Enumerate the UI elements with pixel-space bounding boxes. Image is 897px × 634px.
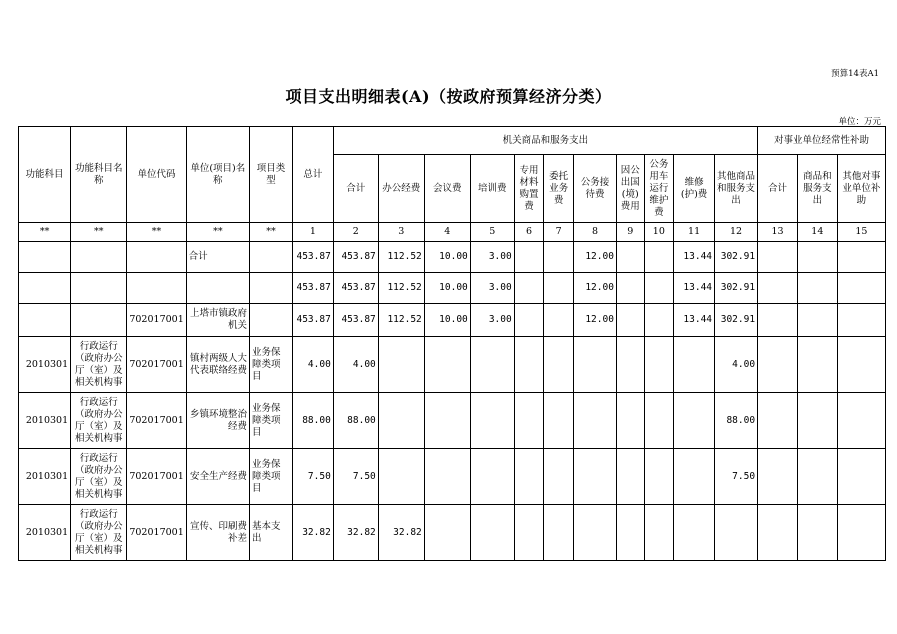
header-total: 总计 <box>292 127 333 223</box>
amount-cell <box>514 242 544 273</box>
amount-cell <box>758 449 798 505</box>
amount-cell <box>378 393 424 449</box>
amount-cell <box>797 505 837 561</box>
amount-cell <box>544 505 574 561</box>
column-index-row <box>19 223 886 242</box>
header-meeting-expense: 会议费 <box>424 155 470 223</box>
amount-cell <box>424 337 470 393</box>
unit-project-cell: 镇村两级人大代表联络经费 <box>186 337 249 393</box>
amount-cell <box>574 337 617 393</box>
unit-project-cell <box>186 273 249 304</box>
amount-cell <box>644 242 674 273</box>
amount-cell <box>674 337 715 393</box>
page-title: 项目支出明细表(A)（按政府预算经济分类） <box>285 87 612 106</box>
amount-cell: 453.87 <box>333 273 378 304</box>
project-type-cell: 业务保障类项目 <box>250 393 293 449</box>
index-cell: ** <box>127 223 186 242</box>
header-subsidy-other: 其他对事业单位补助 <box>837 155 885 223</box>
amount-cell <box>544 273 574 304</box>
func-name-cell <box>71 304 127 337</box>
index-cell: 12 <box>715 223 758 242</box>
amount-cell <box>424 505 470 561</box>
amount-cell <box>644 304 674 337</box>
amount-cell <box>470 505 514 561</box>
func-name-cell <box>71 242 127 273</box>
table-row <box>19 505 886 561</box>
unit-code-cell: 702017001 <box>127 449 186 505</box>
amount-cell: 3.00 <box>470 273 514 304</box>
amount-cell <box>644 273 674 304</box>
amount-cell: 88.00 <box>333 393 378 449</box>
header-subsidy-goods: 商品和服务支出 <box>797 155 837 223</box>
header-project-type: 项目类型 <box>250 127 293 223</box>
unit-code-cell <box>127 273 186 304</box>
amount-cell: 453.87 <box>333 304 378 337</box>
unit-code-cell <box>127 242 186 273</box>
amount-cell <box>616 242 644 273</box>
amount-cell <box>514 393 544 449</box>
amount-cell <box>514 337 544 393</box>
amount-cell <box>837 505 885 561</box>
amount-cell <box>378 449 424 505</box>
func-name-cell <box>71 273 127 304</box>
amount-cell <box>797 242 837 273</box>
project-type-cell: 基本支出 <box>250 505 293 561</box>
func-code-cell: 2010301 <box>19 337 71 393</box>
index-cell: 10 <box>644 223 674 242</box>
header-maintenance-fee: 维修(护)费 <box>674 155 715 223</box>
amount-cell: 112.52 <box>378 242 424 273</box>
amount-cell <box>797 449 837 505</box>
table-row <box>19 242 886 273</box>
func-code-cell: 2010301 <box>19 449 71 505</box>
header-group-subsidy: 对事业单位经常性补助 <box>758 127 886 155</box>
unit-code-cell: 702017001 <box>127 505 186 561</box>
header-goods-total: 合计 <box>333 155 378 223</box>
amount-cell: 3.00 <box>470 304 514 337</box>
amount-cell <box>514 449 544 505</box>
unit-label: 单位：万元 <box>838 117 881 127</box>
project-type-cell <box>250 304 293 337</box>
unit-code-cell: 702017001 <box>127 393 186 449</box>
amount-cell <box>544 393 574 449</box>
func-code-cell: 2010301 <box>19 505 71 561</box>
amount-cell <box>616 273 644 304</box>
amount-cell <box>715 505 758 561</box>
unit-project-cell: 合计 <box>186 242 249 273</box>
amount-cell: 453.87 <box>292 304 333 337</box>
table-row <box>19 273 886 304</box>
amount-cell <box>674 505 715 561</box>
table-row <box>19 449 886 505</box>
amount-cell <box>514 505 544 561</box>
amount-cell: 7.50 <box>715 449 758 505</box>
header-vehicle-fee: 公务用车运行维护费 <box>644 155 674 223</box>
index-cell: ** <box>19 223 71 242</box>
index-cell: 5 <box>470 223 514 242</box>
project-type-cell: 业务保障类项目 <box>250 449 293 505</box>
header-unit-code: 单位代码 <box>127 127 186 223</box>
index-cell: 1 <box>292 223 333 242</box>
amount-cell <box>544 242 574 273</box>
amount-cell <box>758 242 798 273</box>
amount-cell <box>797 337 837 393</box>
header-func-code: 功能科目 <box>19 127 71 223</box>
amount-cell <box>797 273 837 304</box>
func-code-cell <box>19 273 71 304</box>
header-other-goods: 其他商品和服务支出 <box>715 155 758 223</box>
index-cell: 11 <box>674 223 715 242</box>
amount-cell <box>758 337 798 393</box>
amount-cell: 10.00 <box>424 273 470 304</box>
index-cell: ** <box>71 223 127 242</box>
amount-cell: 302.91 <box>715 273 758 304</box>
amount-cell <box>837 337 885 393</box>
amount-cell <box>644 505 674 561</box>
header-overseas-fee: 因公出国(境)费用 <box>616 155 644 223</box>
amount-cell <box>574 505 617 561</box>
amount-cell <box>674 449 715 505</box>
amount-cell <box>514 304 544 337</box>
amount-cell <box>544 449 574 505</box>
amount-cell: 302.91 <box>715 242 758 273</box>
func-name-cell: 行政运行（政府办公厅（室）及相关机构事 <box>71 505 127 561</box>
amount-cell <box>837 273 885 304</box>
header-special-material: 专用材料购置费 <box>514 155 544 223</box>
index-cell: 6 <box>514 223 544 242</box>
amount-cell <box>574 449 617 505</box>
amount-cell <box>514 273 544 304</box>
amount-cell <box>378 337 424 393</box>
amount-cell: 13.44 <box>674 304 715 337</box>
amount-cell: 7.50 <box>333 449 378 505</box>
amount-cell: 7.50 <box>292 449 333 505</box>
amount-cell: 302.91 <box>715 304 758 337</box>
header-func-name: 功能科目名称 <box>71 127 127 223</box>
index-cell: 9 <box>616 223 644 242</box>
header-reception-fee: 公务接待费 <box>574 155 617 223</box>
amount-cell <box>797 393 837 449</box>
amount-cell <box>616 449 644 505</box>
index-cell: 2 <box>333 223 378 242</box>
header-subsidy-total: 合计 <box>758 155 798 223</box>
project-type-cell <box>250 273 293 304</box>
form-code: 预算14表A1 <box>831 69 879 79</box>
header-row-1 <box>19 127 886 155</box>
amount-cell <box>644 337 674 393</box>
amount-cell: 13.44 <box>674 242 715 273</box>
project-type-cell: 业务保障类项目 <box>250 337 293 393</box>
amount-cell: 12.00 <box>574 242 617 273</box>
amount-cell: 10.00 <box>424 242 470 273</box>
amount-cell <box>470 449 514 505</box>
amount-cell: 4.00 <box>715 337 758 393</box>
amount-cell <box>424 449 470 505</box>
expenditure-table <box>18 126 886 561</box>
amount-cell <box>644 393 674 449</box>
amount-cell: 453.87 <box>333 242 378 273</box>
amount-cell <box>616 393 644 449</box>
unit-code-cell: 702017001 <box>127 337 186 393</box>
amount-cell: 453.87 <box>292 242 333 273</box>
amount-cell: 88.00 <box>292 393 333 449</box>
header-office-expense: 办公经费 <box>378 155 424 223</box>
amount-cell <box>544 304 574 337</box>
amount-cell <box>470 393 514 449</box>
amount-cell <box>837 242 885 273</box>
project-type-cell <box>250 242 293 273</box>
amount-cell: 88.00 <box>715 393 758 449</box>
index-cell: ** <box>250 223 293 242</box>
header-group-goods: 机关商品和服务支出 <box>333 127 757 155</box>
amount-cell <box>797 304 837 337</box>
index-cell: 7 <box>544 223 574 242</box>
amount-cell <box>470 337 514 393</box>
amount-cell: 112.52 <box>378 273 424 304</box>
func-name-cell: 行政运行（政府办公厅（室）及相关机构事 <box>71 337 127 393</box>
header-unit-project: 单位(项目)名称 <box>186 127 249 223</box>
amount-cell: 4.00 <box>333 337 378 393</box>
amount-cell <box>544 337 574 393</box>
unit-project-cell: 乡镇环境整治经费 <box>186 393 249 449</box>
index-cell: 13 <box>758 223 798 242</box>
amount-cell: 12.00 <box>574 273 617 304</box>
func-code-cell <box>19 304 71 337</box>
index-cell: 4 <box>424 223 470 242</box>
amount-cell: 32.82 <box>292 505 333 561</box>
amount-cell <box>837 304 885 337</box>
amount-cell <box>758 304 798 337</box>
unit-code-cell: 702017001 <box>127 304 186 337</box>
table-row <box>19 337 886 393</box>
amount-cell: 4.00 <box>292 337 333 393</box>
amount-cell: 3.00 <box>470 242 514 273</box>
func-name-cell: 行政运行（政府办公厅（室）及相关机构事 <box>71 449 127 505</box>
amount-cell <box>574 393 617 449</box>
index-cell: ** <box>186 223 249 242</box>
index-cell: 8 <box>574 223 617 242</box>
table-row <box>19 304 886 337</box>
amount-cell: 10.00 <box>424 304 470 337</box>
amount-cell <box>837 393 885 449</box>
index-cell: 14 <box>797 223 837 242</box>
func-code-cell: 2010301 <box>19 393 71 449</box>
amount-cell: 32.82 <box>378 505 424 561</box>
amount-cell <box>616 304 644 337</box>
amount-cell <box>674 393 715 449</box>
unit-project-cell: 上塔市镇政府机关 <box>186 304 249 337</box>
amount-cell <box>424 393 470 449</box>
amount-cell: 13.44 <box>674 273 715 304</box>
amount-cell: 453.87 <box>292 273 333 304</box>
amount-cell <box>758 393 798 449</box>
index-cell: 3 <box>378 223 424 242</box>
table-row <box>19 393 886 449</box>
index-cell: 15 <box>837 223 885 242</box>
amount-cell <box>616 505 644 561</box>
func-code-cell <box>19 242 71 273</box>
func-name-cell: 行政运行（政府办公厅（室）及相关机构事 <box>71 393 127 449</box>
unit-project-cell: 安全生产经费 <box>186 449 249 505</box>
amount-cell: 12.00 <box>574 304 617 337</box>
amount-cell <box>644 449 674 505</box>
unit-project-cell: 宣传、印刷费补差 <box>186 505 249 561</box>
amount-cell: 112.52 <box>378 304 424 337</box>
header-commission-fee: 委托业务费 <box>544 155 574 223</box>
amount-cell: 32.82 <box>333 505 378 561</box>
amount-cell <box>758 273 798 304</box>
amount-cell <box>616 337 644 393</box>
header-training-expense: 培训费 <box>470 155 514 223</box>
amount-cell <box>758 505 798 561</box>
amount-cell <box>837 449 885 505</box>
